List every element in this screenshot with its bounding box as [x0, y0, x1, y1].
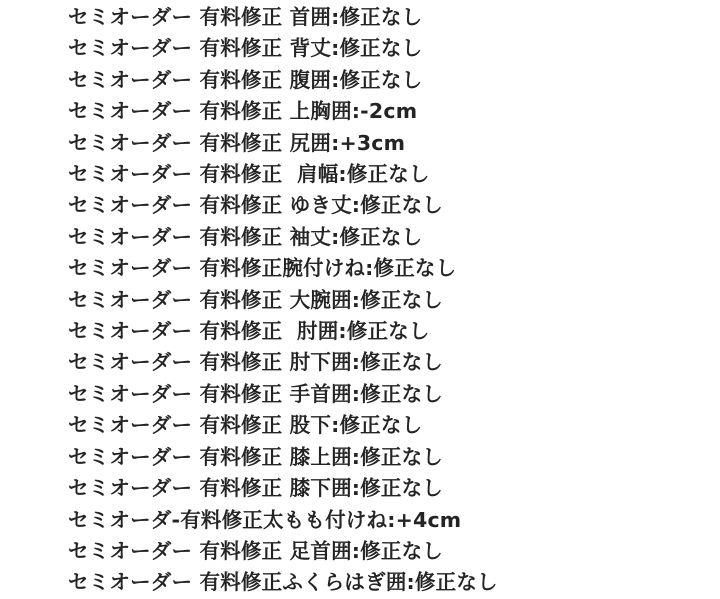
list-item: セミオーダー 有料修正 上胸囲:-2cm: [68, 99, 418, 124]
list-item: セミオーダー 有料修正 足首囲:修正なし: [68, 538, 443, 563]
list-item: セミオーダー 有料修正 尻囲:+3cm: [68, 130, 406, 155]
list-item: セミオーダー 有料修正 首囲:修正なし: [68, 5, 423, 29]
list-item: セミオーダー 有料修正 肘下囲:修正なし: [68, 350, 443, 375]
list-item: セミオーダー 有料修正 股下:修正なし: [68, 413, 423, 438]
list-item: セミオーダ-有料修正太もも付けね:+4cm: [68, 507, 462, 532]
list-item: セミオーダー 有料修正腕付けね:修正なし: [68, 256, 457, 281]
list-item: セミオーダー 有料修正 袖丈:修正なし: [68, 224, 423, 249]
list-item: セミオーダー 有料修正 腹囲:修正なし: [68, 67, 423, 92]
list-item: セミオーダー 有料修正 大腕囲:修正なし: [68, 287, 443, 312]
list-item: セミオーダー 有料修正 膝上囲:修正なし: [68, 444, 443, 469]
list-item: セミオーダー 有料修正 膝下囲:修正なし: [68, 476, 443, 501]
list-item: セミオーダー 有料修正 背丈:修正なし: [68, 36, 423, 61]
list-item: セミオーダー 有料修正 ゆき丈:修正なし: [68, 193, 443, 218]
list-item: セミオーダー 有料修正 肘囲:修正なし: [68, 319, 430, 344]
list-item: セミオーダー 有料修正ふくらはぎ囲:修正なし: [68, 570, 498, 595]
list-item: セミオーダー 有料修正 手首囲:修正なし: [68, 381, 443, 406]
list-item: セミオーダー 有料修正 肩幅:修正なし: [68, 162, 430, 187]
